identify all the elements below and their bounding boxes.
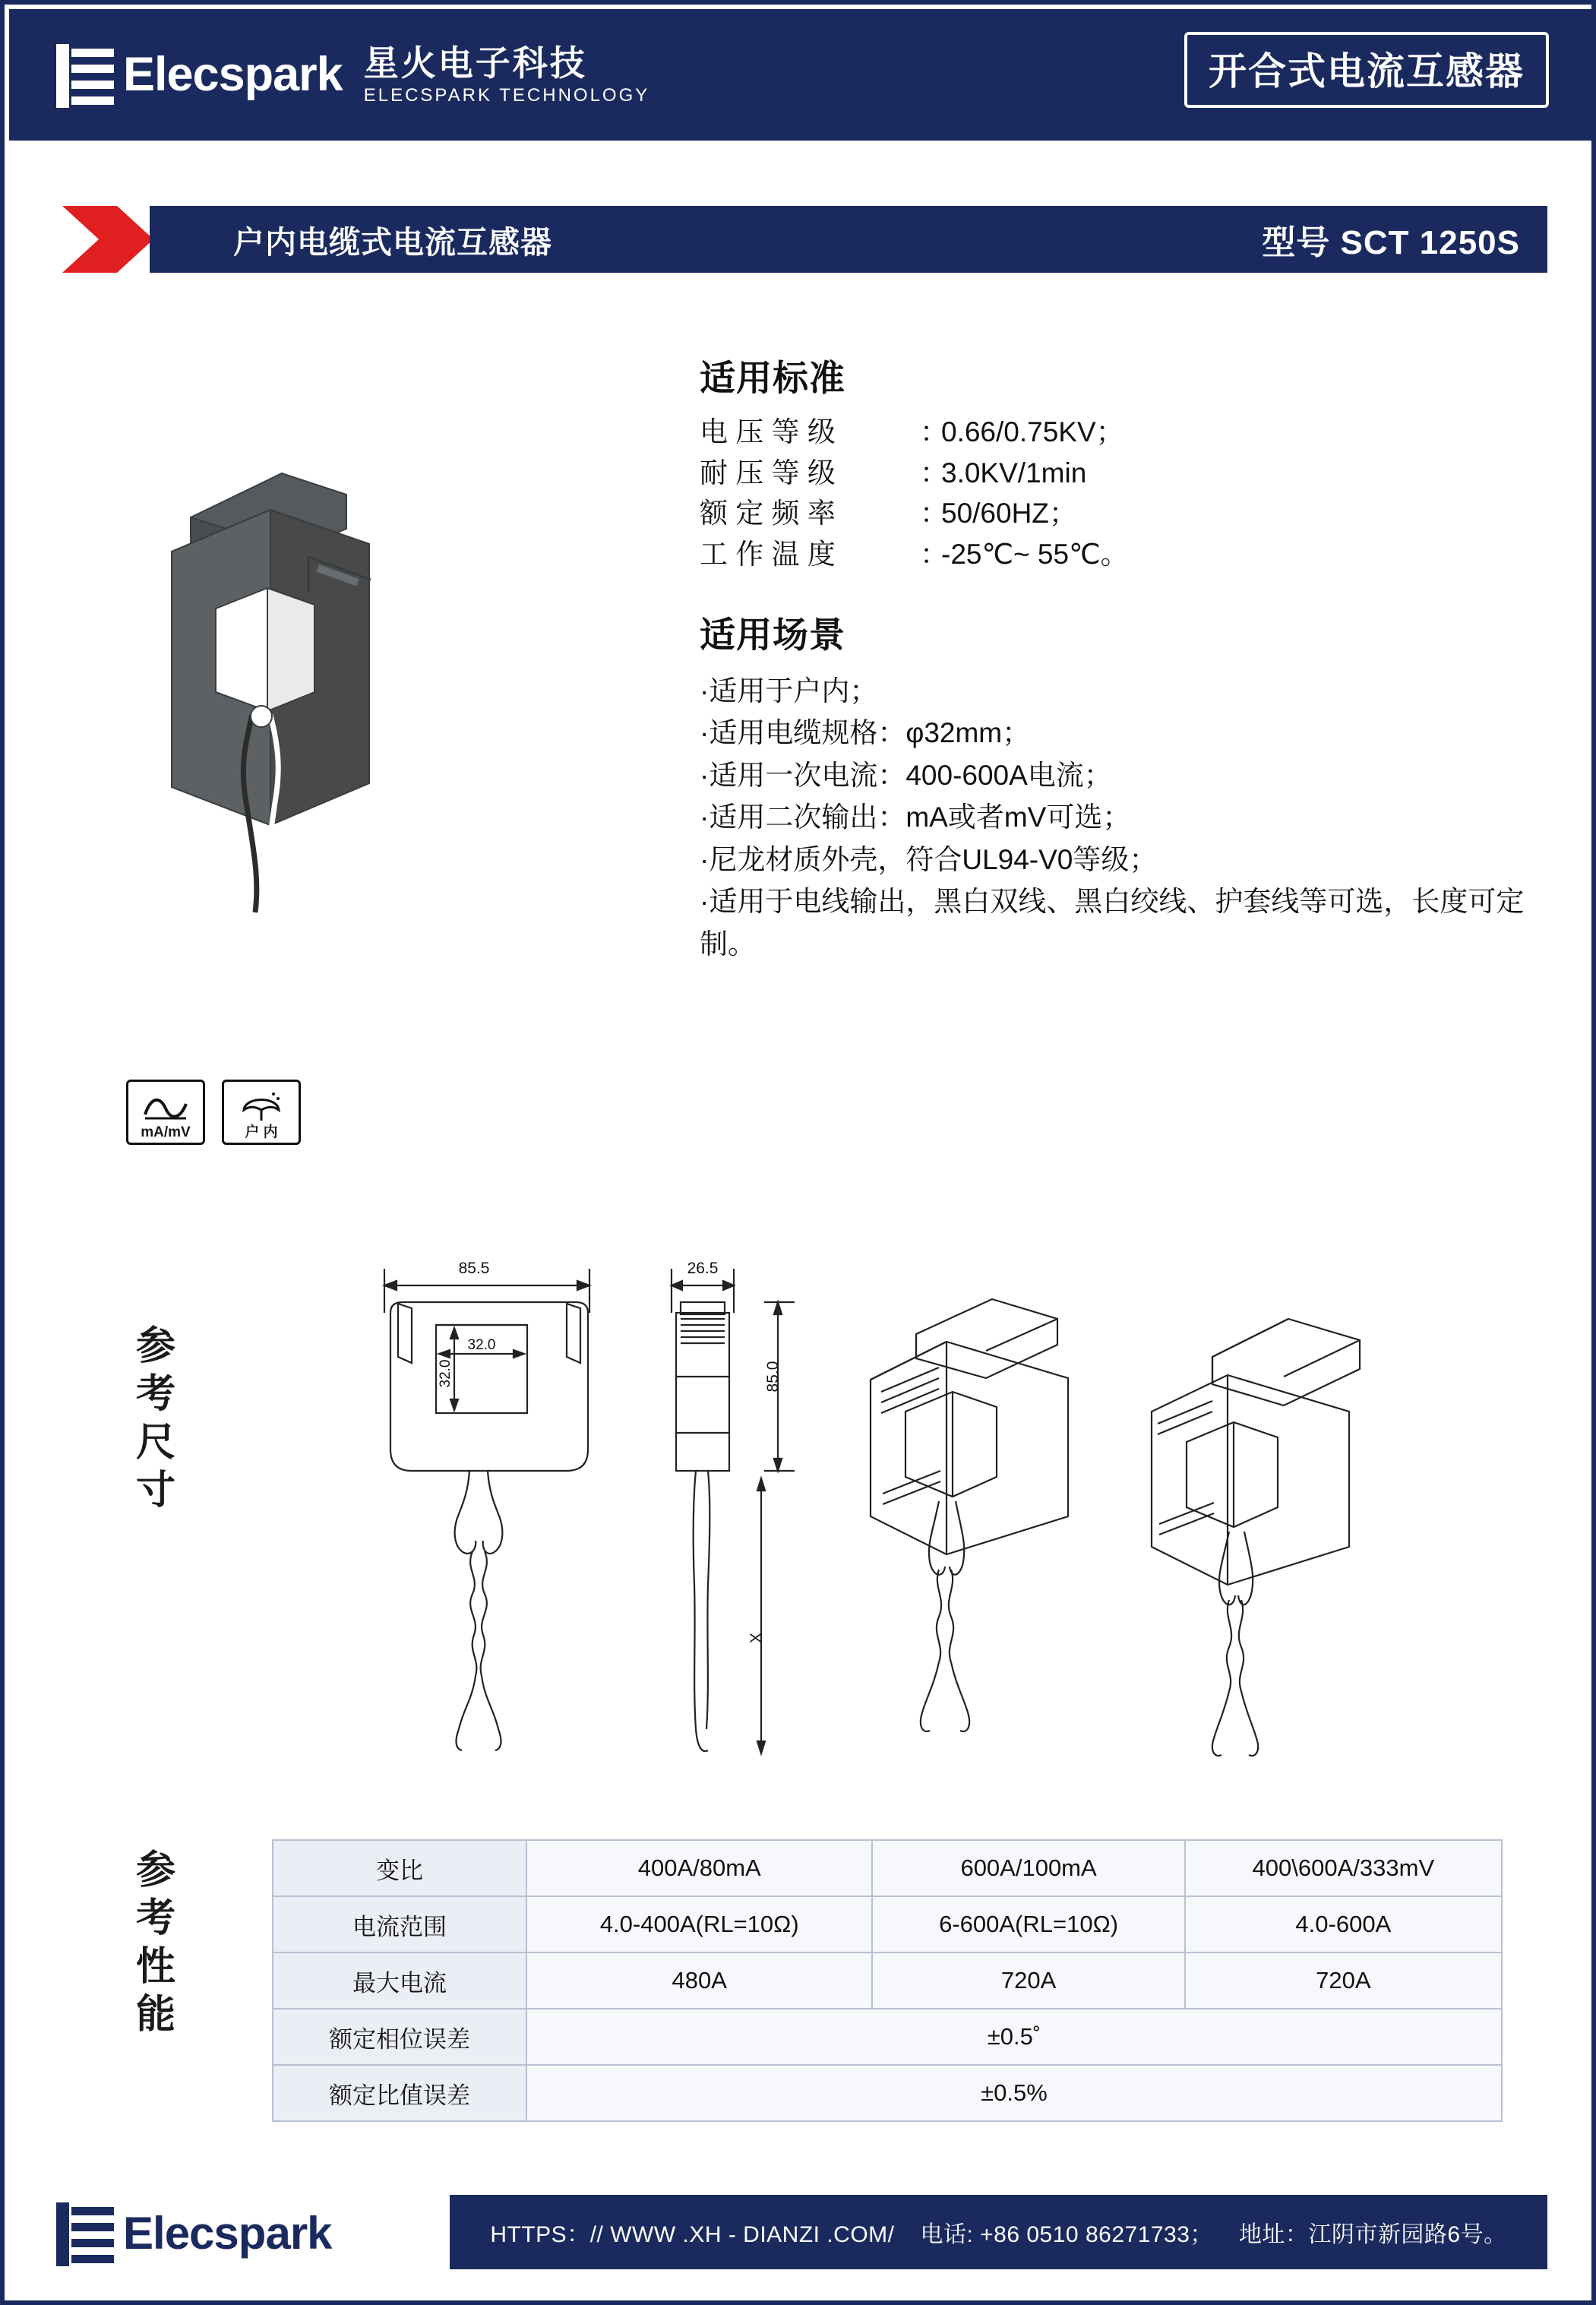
wave-icon [142,1093,189,1124]
page-footer [9,2171,1596,2296]
table-row-label: 最大电流 [273,1952,526,2009]
table-cell: ±0.5% [526,2065,1502,2121]
standards-heading: 适用标准 [700,358,845,398]
scenario-item: ·适用于户内； [700,675,878,707]
spec-colon: ： [920,538,948,570]
title-bar-body [150,206,1547,273]
table-row [273,1896,1502,1952]
footer-website[interactable]: HTTPS：// WWW .XH - DIANZI .COM/ [490,2222,895,2247]
product-photo [119,388,589,935]
brand-chinese-block [364,45,650,105]
spec-label: 电 压 等 级 [700,416,836,447]
dim-height-label: 85.0 [764,1361,782,1393]
table-row-label: 电流范围 [273,1896,526,1952]
footer-address: 地址：江阴市新园路6号。 [1238,2222,1507,2247]
product-title-bar [62,206,1547,273]
section-label-dimensions: 参考尺寸 [135,1324,177,1513]
scenario-item: ·适用电缆规格：φ32mm； [700,717,1031,749]
spec-label: 额 定 频 率 [700,498,836,530]
footer-contact-bar [450,2195,1547,2269]
brand-chinese-name: 星火电子科技 [363,43,587,83]
table-row [273,1840,1502,1896]
logo-wordmark: Elecspark [123,48,343,101]
scenarios-heading: 适用场景 [700,614,845,655]
table-row [273,2065,1502,2121]
dim-lead-label: X [747,1632,765,1644]
table-row-label: 变比 [273,1840,526,1896]
spec-row [700,493,1535,534]
table-cell: 600A/100mA [872,1840,1184,1896]
table-row [273,2009,1502,2065]
table-cell: 4.0-600A [1185,1896,1502,1952]
spec-value: 3.0KV/1min [941,457,1087,489]
table-cell: 6-600A(RL=10Ω) [872,1896,1184,1952]
brand-english-name: ELECSPARK TECHNOLOGY [363,85,650,106]
dim-window-h-label: 32.0 [438,1359,454,1388]
dimension-drawings [339,1243,1524,1835]
table-row-label: 额定相位误差 [273,2009,526,2065]
performance-table [272,1839,1503,2122]
badge-label: 户 内 [245,1124,278,1140]
spec-colon: ： [920,498,948,530]
spec-label: 耐 压 等 级 [700,457,836,489]
table-row [273,1952,1502,2009]
table-row-label: 额定比值误差 [273,2065,526,2121]
footer-phone: 电话: +86 0510 86271733； [920,2222,1213,2247]
scenario-item: ·适用于电线输出，黑白双线、黑白绞线、护套线等可选，长度可定制。 [700,886,1525,960]
specs-column [700,350,1535,965]
spec-value: -25℃~ 55℃。 [941,538,1129,570]
table-cell: ±0.5˚ [526,2009,1502,2065]
table-cell: 400A/80mA [526,1840,872,1896]
badge-label: mA/mV [141,1124,191,1140]
product-category-badge: 开合式电流互感器 [1184,32,1549,108]
brand-logo [56,40,649,111]
table-cell: 400\600A/333mV [1185,1840,1502,1896]
umbrella-icon [238,1090,285,1124]
product-name: 户内电缆式电流互感器 [233,224,552,260]
spec-row [700,412,1535,453]
table-cell: 720A [1185,1952,1502,2009]
spec-label: 工 作 温 度 [700,538,836,570]
product-model: 型号 SCT 1250S [1262,224,1520,261]
elecspark-logo-icon [56,40,112,111]
spec-value: 50/60HZ； [941,498,1077,530]
table-cell: 4.0-400A(RL=10Ω) [526,1896,872,1952]
badge-output-type [126,1080,205,1145]
spec-value: 0.66/0.75KV； [941,416,1124,447]
feature-badges [126,1080,301,1145]
spec-colon: ： [920,457,948,489]
scenario-item: ·适用一次电流：400-600A电流； [700,759,1112,791]
dim-window-w-label: 32.0 [467,1337,496,1353]
elecspark-logo-icon [56,2198,112,2269]
spec-row [700,453,1535,494]
section-label-performance: 参考性能 [135,1848,177,2038]
scenario-item: ·适用二次输出：mA或者mV可选； [700,802,1131,833]
footer-brand-logo [56,2198,332,2269]
page-header [9,9,1596,141]
scenario-item: ·尼龙材质外壳，符合UL94-V0等级； [700,843,1158,875]
spec-row [700,534,1535,575]
table-cell: 720A [872,1952,1184,2009]
dim-width-label: 85.5 [458,1260,490,1277]
dim-depth-label: 26.5 [687,1260,719,1277]
spec-colon: ： [920,416,948,447]
badge-indoor [222,1080,301,1145]
footer-logo-wordmark: Elecspark [123,2207,332,2259]
arrow-icon [62,206,153,273]
table-cell: 480A [526,1952,872,2009]
